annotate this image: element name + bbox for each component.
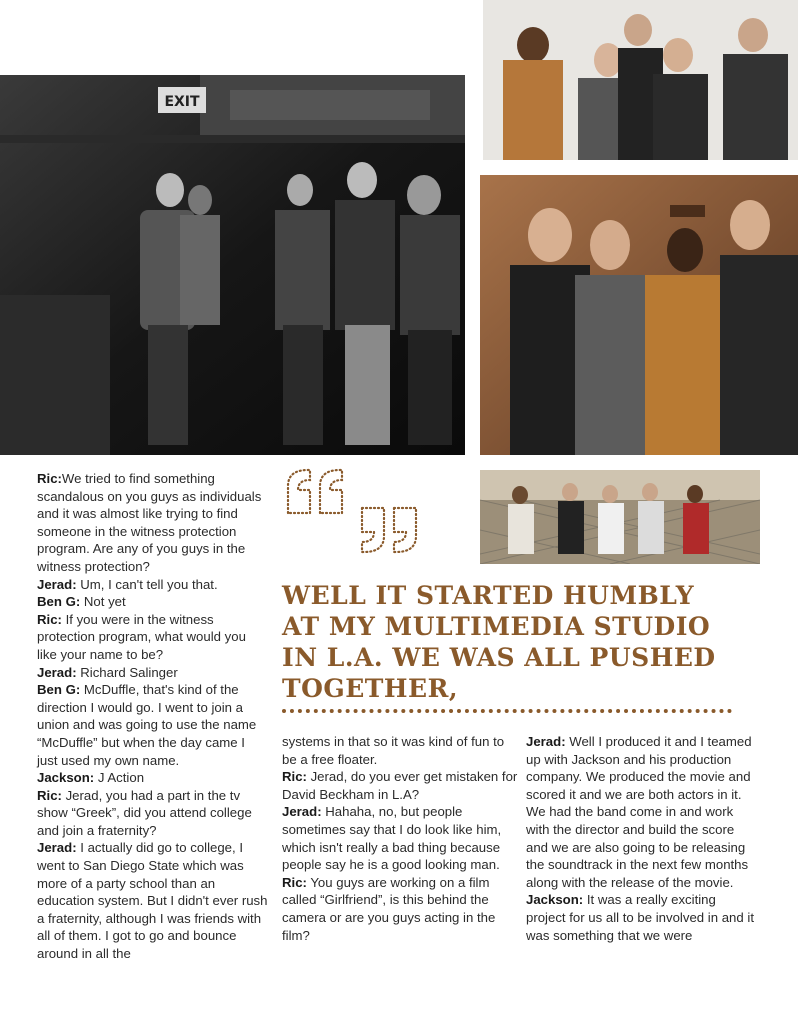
- speaker-name: Jerad:: [37, 576, 77, 592]
- speaker-name: Jerad:: [282, 804, 322, 820]
- interview-paragraph: [282, 803, 518, 873]
- interview-paragraph: [282, 733, 518, 768]
- interview-paragraph: [37, 769, 269, 787]
- band-photo-middle-right: [480, 175, 798, 455]
- exit-sign-text: EXIT: [164, 94, 200, 110]
- interview-paragraph: [282, 768, 518, 803]
- speaker-name: Ric:: [282, 769, 307, 785]
- speaker-text: I actually did go to college, I went to San Diego State which was more of a party school than an education system. But I didn't ever rush a fraternity, although I was friends with all of them. I got to go and bounce around in all the: [37, 840, 268, 962]
- band-photo-main: [0, 75, 465, 455]
- interview-paragraph: [37, 611, 269, 664]
- interview-column-1: [37, 470, 269, 963]
- interview-column-3: [526, 733, 756, 944]
- speaker-name: Jerad:: [37, 840, 77, 856]
- speaker-text: Um, I can't tell you that.: [76, 576, 218, 592]
- speaker-name: Jerad:: [526, 734, 566, 749]
- speaker-name: Jackson:: [526, 892, 584, 908]
- speaker-text: If you were in the witness protection program, what would you like your name to be?: [37, 611, 246, 662]
- band-photo-small: [480, 470, 760, 564]
- band-photo-top-right: [483, 0, 798, 160]
- speaker-name: Ben G:: [37, 682, 81, 698]
- quote-marks-icon: [280, 468, 430, 568]
- speaker-text: J Action: [94, 770, 145, 786]
- speaker-text: Jerad, you had a part in the tv show “Greek”, did you attend college and join a fraternity?: [37, 787, 252, 838]
- speaker-text: Well I produced it and I teamed up with Jackson and his production company. We produced the movie and scored it and we are both actors in it. We had the band come in and work with the director and build the score and we are also going to be releasing the soundtrack in the next few months along with the release of the movie.: [526, 734, 752, 890]
- interview-paragraph: [282, 874, 518, 944]
- speaker-name: Ric:: [37, 787, 62, 803]
- speaker-name: Jerad:: [37, 664, 77, 680]
- speaker-name: Ric:: [37, 471, 62, 486]
- interview-paragraph: [37, 664, 269, 682]
- speaker-text: Hahaha, no, but people sometimes say that I do look like him, which isn't really a bad thing because people say he is a good looking man.: [282, 804, 502, 873]
- dotted-divider: [282, 709, 732, 713]
- interview-paragraph: [37, 470, 269, 576]
- speaker-name: Ben G:: [37, 594, 81, 610]
- interview-paragraph: [526, 733, 756, 891]
- interview-column-2: [282, 733, 518, 944]
- interview-paragraph: [526, 891, 756, 944]
- speaker-name: Ric:: [282, 874, 307, 890]
- interview-paragraph: [37, 576, 269, 594]
- speaker-name: Jackson:: [37, 770, 95, 786]
- interview-paragraph: [37, 593, 269, 611]
- interview-paragraph: [37, 839, 269, 962]
- interview-paragraph: [37, 787, 269, 840]
- speaker-text: It was a really exciting project for us all to be involved in and it was something that we were: [526, 892, 754, 943]
- speaker-text: You guys are working on a film called “Girlfriend”, is this behind the camera or are you guys acting in the film?: [282, 874, 496, 943]
- pull-quote: WELL IT STARTED HUMBLY AT MY MULTIMEDIA STUDIO IN L.A. WE WAS ALL PUSHED TOGETHER,: [282, 581, 716, 703]
- speaker-text: We tried to find something scandalous on you guys as individuals and it was almost like trying to find someone in the witness protection program. Are any of you guys in the witness protection?: [37, 471, 262, 574]
- speaker-text: Not yet: [80, 594, 126, 610]
- speaker-text: McDuffle, that's kind of the direction I would go. I went to join a union and was going to use the name “McDuffle” but when the day came I just used my own name.: [37, 682, 257, 768]
- speaker-text: Richard Salinger: [76, 664, 178, 680]
- speaker-text: systems in that so it was kind of fun to be a free floater.: [282, 734, 505, 767]
- speaker-name: Ric:: [37, 611, 62, 627]
- speaker-text: Jerad, do you ever get mistaken for David Beckham in L.A?: [282, 769, 518, 802]
- interview-paragraph: [37, 681, 269, 769]
